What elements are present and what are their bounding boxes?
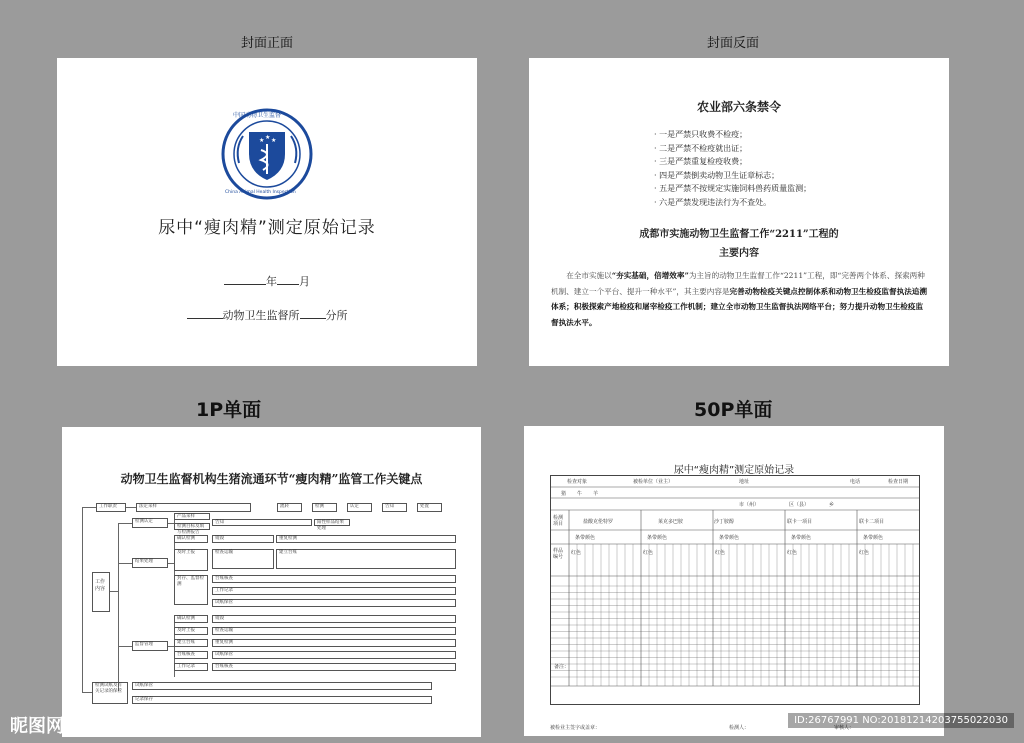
l3-box: 台账核查 [212, 575, 456, 583]
header-cell: 检查对象 [567, 479, 588, 485]
month-label: 月 [299, 275, 310, 288]
label-front-cover: 封面正面 [241, 36, 294, 51]
header-cell: 地址 [739, 479, 750, 485]
sample-number-head: 样品编号 [553, 548, 564, 560]
band-color-head: 条带颜色 [575, 535, 596, 541]
watermark-logo: 昵图网 [10, 716, 64, 737]
animal-cell: 牛 [577, 491, 583, 497]
record-table [550, 475, 920, 705]
watermark-site: www.nipic.com [92, 716, 194, 730]
ban-item: · 六是严禁发现违法行为不查处。 [654, 197, 772, 207]
l3-box: 试纸保管 [212, 599, 456, 607]
item-head: 联卡一项目 [787, 519, 813, 525]
label-1p: 1P单面 [196, 399, 262, 421]
l2-box: 建立台账 [174, 639, 208, 647]
bans-title: 农业部六条禁令 [696, 100, 781, 114]
l3-box: 台账核查 [212, 663, 456, 671]
item-head: 莱克多巴胺 [658, 519, 684, 525]
region-cell: 市（州） [739, 502, 760, 508]
l1-box: 检测试纸及有关记录的保管 [92, 682, 128, 704]
l1-box: 检测认定 [132, 518, 168, 528]
band-color-head: 条带颜色 [719, 535, 740, 541]
ban-item: · 二是严禁不检疫就出证； [654, 143, 748, 153]
watermark-id: ID:26767991 NO:20181214203755022030 [788, 713, 1014, 728]
date-line [57, 273, 477, 289]
reviewer-sign: 审核人： [834, 725, 855, 731]
red-head: 红色 [859, 550, 870, 556]
front-cover-panel [57, 58, 477, 366]
l2-box: 工作记录 [174, 663, 208, 671]
org-label: 动物卫生监督所 [222, 309, 300, 322]
col-head: 检测项目 [553, 515, 564, 527]
top-box: 工作职责 [96, 503, 126, 512]
band-color-head: 条带颜色 [647, 535, 668, 541]
label-back-cover: 封面反面 [707, 36, 760, 51]
label-50p: 50P单面 [694, 399, 773, 421]
top-box: 流转 [277, 503, 302, 512]
record-form-panel [524, 426, 944, 736]
table-grid [551, 476, 919, 704]
red-head: 红色 [787, 550, 798, 556]
form-title: 尿中“瘦肉精”测定原始记录 [673, 465, 795, 476]
l1-box: 监督管理 [132, 641, 168, 651]
l3-box: 工作记录 [212, 587, 456, 595]
region-cell: 区（县） [789, 502, 810, 508]
ban-item: · 四是严禁倒卖动物卫生证章标志； [654, 170, 780, 180]
org-line [57, 307, 477, 323]
ban-item: · 五是严禁不按规定实施饲料兽药质量监测； [654, 184, 812, 193]
note-label: 备注： [554, 664, 570, 670]
region-cell: 乡 [829, 502, 835, 508]
owner-sign: 被检业主签字或盖章： [550, 725, 601, 731]
top-box: 处置 [417, 503, 442, 512]
l2-box: 及时上报 [174, 627, 208, 635]
year-label: 年 [266, 275, 277, 288]
bans-list [654, 128, 811, 209]
header-cell: 被检单位（业主） [633, 479, 674, 485]
emblem-english: China Animal Health Inspection [225, 190, 296, 195]
band-color-head: 条带颜色 [791, 535, 812, 541]
emblem-text: 中国动物卫生监督 [233, 112, 282, 119]
ban-item: · 一是严禁只收费不检疫； [654, 130, 748, 139]
l3-box: 销毁 [212, 615, 456, 623]
svg-text:★: ★ [271, 137, 277, 144]
flowchart-title: 动物卫生监督机构生猪流通环节“瘦肉精”监管工作关键点 [120, 472, 423, 486]
item-head: 盐酸克伦特罗 [583, 519, 614, 525]
l3-box: 重复检测 [212, 639, 456, 647]
l3-box: 阳性样品结果处理 [314, 519, 350, 526]
l3-box: 检查运输 [212, 627, 456, 635]
red-head: 红色 [571, 550, 582, 556]
l3-box: 检查运输 [212, 549, 274, 569]
header-cell: 电话 [850, 479, 861, 485]
header-cell: 检查日期 [888, 479, 909, 485]
l3-box: 重复检测 [276, 535, 456, 543]
top-desc-box: 法定采样 [136, 503, 251, 512]
l2-box: 确认检测 [174, 535, 208, 543]
l3-box: 记录保存 [132, 696, 432, 704]
project-subheading: 主要内容 [719, 248, 759, 259]
branch-label: 分所 [325, 309, 348, 322]
item-head: 联卡二项目 [859, 519, 885, 525]
top-box: 检测 [312, 503, 337, 512]
l3-box: 销毁 [212, 535, 274, 543]
l1-box: 结果处理 [132, 558, 168, 568]
top-box: 认定 [347, 503, 372, 512]
l2-box: 确认检测 [174, 615, 208, 623]
l3-box: 试纸保管 [132, 682, 432, 690]
svg-text:★: ★ [265, 134, 271, 141]
animal-cell: 猪 [561, 491, 567, 497]
red-head: 红色 [643, 550, 654, 556]
animal-cell: 羊 [593, 491, 599, 497]
l2-box: 台账核查 [174, 651, 208, 659]
l2-box: 及时上报 [174, 549, 208, 571]
item-head: 沙丁胺醇 [714, 519, 735, 525]
emblem-icon [221, 108, 313, 200]
l3-box: 试纸保管 [212, 651, 456, 659]
l2-box: 产品采样 [174, 513, 210, 520]
back-cover-panel [529, 58, 949, 366]
project-paragraph: 在全市实施以“夯实基础，倍增效率”为主旨的动物卫生监督工作“2211”工程，即“完善两个体系、探索两种机制、建立一个平台、提升一种水平”，其主要内容是完善动物检疫关键点控制体系和动物卫生检疫监督执法追溯体系；积极探索产地检疫和屠宰检疫工作机制；建立全市动物卫生监督执法网络平台；努力提升动物卫生检疫监督执法水平。 [551, 271, 927, 327]
project-heading: 成都市实施动物卫生监督工作“2211”工程的 [639, 229, 839, 240]
band-color-head: 条带颜色 [863, 535, 884, 541]
tester-sign: 检测人： [729, 725, 750, 731]
svg-text:★: ★ [259, 137, 265, 144]
l3-box: 建立台账 [276, 549, 456, 569]
l2-box: 封存、监督检测 [174, 575, 208, 605]
root-box: 工作内容 [92, 572, 110, 612]
cover-title: 尿中“瘦肉精”测定原始记录 [158, 218, 376, 238]
l2-box: 检测目标及填写检测报告 [174, 523, 210, 530]
red-head: 红色 [715, 550, 726, 556]
flowchart-panel [62, 427, 481, 737]
l3-box: 告知 [212, 519, 312, 526]
top-box: 告知 [382, 503, 407, 512]
ban-item: · 三是严禁重复检疫收费； [654, 157, 748, 166]
